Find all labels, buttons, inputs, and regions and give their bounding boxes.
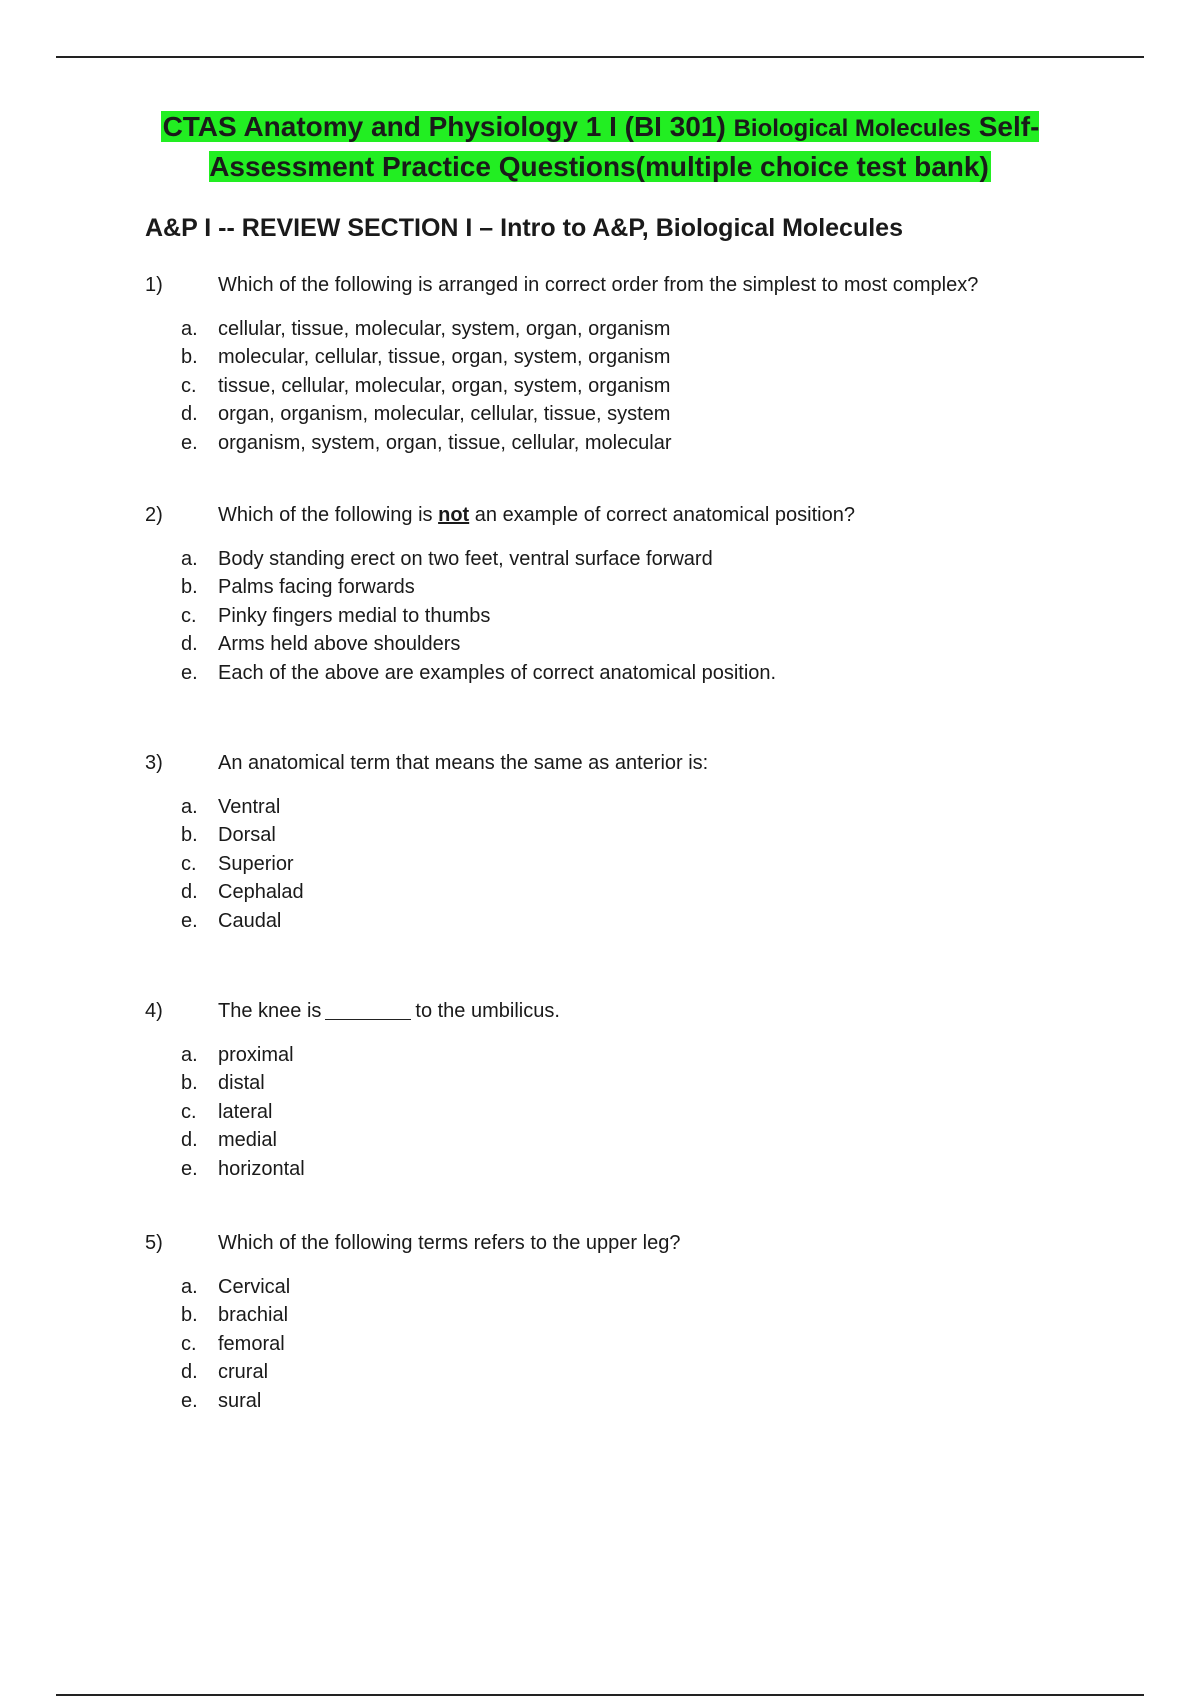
option-a[interactable] (145, 1044, 1105, 1072)
option-b[interactable] (145, 576, 1105, 604)
option-text: tissue, cellular, molecular, organ, system, organism (218, 374, 671, 397)
question-text-after: an example of correct anatomical position? (469, 504, 855, 526)
question-4 (145, 1000, 1105, 1186)
option-letter: d. (181, 403, 198, 426)
option-d[interactable] (145, 881, 1105, 909)
option-text: organ, organism, molecular, cellular, tissue, system (218, 403, 671, 426)
question-number: 4) (145, 1000, 163, 1022)
question-text-before: Which of the following is (218, 504, 439, 526)
option-b[interactable] (145, 346, 1105, 374)
option-text: sural (218, 1389, 262, 1412)
option-letter: c. (181, 374, 197, 397)
option-text: Ventral (218, 796, 281, 818)
question-number: 5) (145, 1232, 163, 1254)
option-text: crural (218, 1361, 269, 1384)
question-5 (145, 1232, 1105, 1418)
option-text: proximal (218, 1044, 294, 1066)
option-a[interactable] (145, 1276, 1105, 1304)
title-part-3: Self-Assessment Practice Questions(multiple choice test bank) (209, 111, 1040, 182)
option-text: Palms facing forwards (218, 576, 415, 599)
option-text: horizontal (218, 1157, 305, 1180)
question-2 (145, 504, 1105, 690)
option-text: organism, system, organ, tissue, cellular, molecular (218, 431, 672, 454)
option-e[interactable] (145, 1158, 1105, 1186)
option-c[interactable] (145, 605, 1105, 633)
options-list (145, 318, 1105, 460)
answer-blank (325, 1019, 411, 1020)
option-letter: b. (181, 1072, 198, 1095)
option-letter: d. (181, 1361, 198, 1384)
option-text: Pinky fingers medial to thumbs (218, 604, 491, 627)
option-text: brachial (218, 1304, 289, 1327)
question-text: An anatomical term that means the same as anterior is: (218, 752, 709, 774)
section-heading: A&P I -- REVIEW SECTION I – Intro to A&P, Biological Molecules (145, 214, 903, 242)
question-number: 3) (145, 752, 163, 774)
option-letter: d. (181, 881, 198, 904)
option-letter: c. (181, 852, 197, 875)
question-text-after: to the umbilicus. (415, 1000, 560, 1022)
option-letter: b. (181, 576, 198, 599)
option-text: Cervical (218, 1276, 291, 1298)
option-text: distal (218, 1072, 265, 1095)
option-letter: b. (181, 1304, 198, 1327)
options-list (145, 548, 1105, 690)
option-letter: d. (181, 633, 198, 656)
question-text (218, 504, 855, 527)
option-text: Superior (218, 852, 294, 875)
question-1 (145, 274, 1105, 460)
question-text-emphasis: not (438, 504, 470, 526)
option-letter: e. (181, 431, 198, 454)
option-text: Each of the above are examples of correct anatomical position. (218, 661, 777, 684)
option-c[interactable] (145, 375, 1105, 403)
question-3 (145, 752, 1105, 938)
option-text: cellular, tissue, molecular, system, organ, organism (218, 318, 671, 340)
option-text: Caudal (218, 909, 282, 932)
option-letter: c. (181, 604, 197, 627)
question-number: 2) (145, 504, 163, 526)
option-e[interactable] (145, 1390, 1105, 1418)
option-d[interactable] (145, 403, 1105, 431)
option-letter: e. (181, 1157, 198, 1180)
option-e[interactable] (145, 662, 1105, 690)
question-text: Which of the following is arranged in correct order from the simplest to most complex? (218, 274, 979, 296)
option-d[interactable] (145, 633, 1105, 661)
option-letter: a. (181, 318, 198, 340)
document-title (140, 108, 1060, 186)
option-text: lateral (218, 1100, 273, 1123)
option-c[interactable] (145, 1101, 1105, 1129)
question-number: 1) (145, 274, 163, 296)
option-d[interactable] (145, 1129, 1105, 1157)
option-b[interactable] (145, 824, 1105, 852)
option-a[interactable] (145, 796, 1105, 824)
option-letter: b. (181, 346, 198, 369)
question-text: Which of the following terms refers to the upper leg? (218, 1232, 681, 1254)
options-list (145, 1276, 1105, 1418)
option-letter: c. (181, 1100, 197, 1123)
option-letter: a. (181, 796, 198, 818)
option-a[interactable] (145, 548, 1105, 576)
option-text: molecular, cellular, tissue, organ, system, organism (218, 346, 671, 369)
option-e[interactable] (145, 432, 1105, 460)
option-text: Cephalad (218, 881, 304, 904)
question-text (218, 1000, 560, 1023)
option-b[interactable] (145, 1304, 1105, 1332)
option-c[interactable] (145, 853, 1105, 881)
option-letter: b. (181, 824, 198, 847)
option-text: Arms held above shoulders (218, 633, 461, 656)
option-a[interactable] (145, 318, 1105, 346)
option-letter: e. (181, 1389, 198, 1412)
option-d[interactable] (145, 1361, 1105, 1389)
option-letter: a. (181, 548, 198, 570)
title-part-2: Biological Molecules (733, 115, 971, 142)
option-letter: c. (181, 1332, 197, 1355)
option-c[interactable] (145, 1333, 1105, 1361)
option-text: Body standing erect on two feet, ventral surface forward (218, 548, 713, 570)
option-letter: d. (181, 1129, 198, 1152)
option-b[interactable] (145, 1072, 1105, 1100)
option-text: Dorsal (218, 824, 276, 847)
option-letter: a. (181, 1044, 198, 1066)
option-text: femoral (218, 1332, 285, 1355)
top-rule (56, 56, 1144, 58)
question-text-before: The knee is (218, 1000, 322, 1022)
title-part-1: CTAS Anatomy and Physiology 1 I (BI 301) (162, 111, 734, 142)
option-text: medial (218, 1129, 277, 1152)
option-letter: a. (181, 1276, 198, 1298)
options-list (145, 1044, 1105, 1186)
options-list (145, 796, 1105, 938)
bottom-rule (56, 1694, 1144, 1696)
option-letter: e. (181, 909, 198, 932)
option-e[interactable] (145, 910, 1105, 938)
option-letter: e. (181, 661, 198, 684)
